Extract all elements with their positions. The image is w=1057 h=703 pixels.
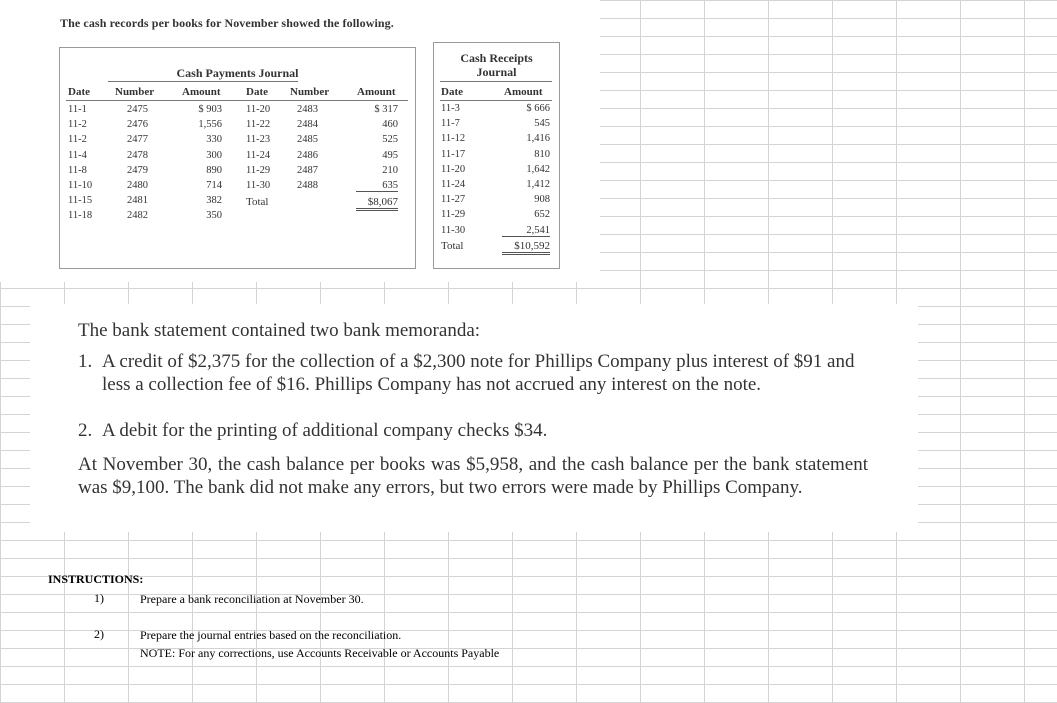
memo-heading: The bank statement contained two bank memoranda: <box>78 320 481 341</box>
payments-row-number: 2476 <box>127 119 148 131</box>
payments-row-amount: 210 <box>382 164 398 176</box>
memo-item-1-number: 1. <box>78 351 93 372</box>
payments-title: Cash Payments Journal <box>176 66 299 80</box>
payments-row-date: 11-10 <box>68 180 93 191</box>
receipts-row-amount: 810 <box>534 148 550 160</box>
payments-row-number: 2486 <box>297 149 318 161</box>
payments-row-amount: 890 <box>206 164 222 176</box>
receipts-row-date: 11-24 <box>441 179 466 190</box>
payments-row-date: 11-23 <box>246 134 271 146</box>
receipts-row-amount: 1,642 <box>526 163 550 175</box>
payments-row-date: 11-8 <box>68 164 87 176</box>
step-1-text[interactable]: Prepare a bank reconciliation at November 30. <box>140 592 364 606</box>
memo-item-2-number: 2. <box>78 420 93 441</box>
receipts-total-label: Total <box>441 240 464 252</box>
memo-item-1-text: A credit of $2,375 for the collection of a $2,300 note for Phillips Company plus interest of $91 and less a collection fee of $16. Phillips Company has not accrued any interest on the note. <box>102 351 855 395</box>
payments-row-amount: 382 <box>206 195 222 207</box>
receipts-row-date: 11-27 <box>441 194 466 206</box>
payments-row-number: 2479 <box>127 164 148 176</box>
payments-header-amount-2: Amount <box>357 86 396 98</box>
memo-item-2 <box>78 419 878 442</box>
receipts-row-date: 11-12 <box>441 133 466 145</box>
receipts-row-date: 11-17 <box>441 148 466 160</box>
payments-row-number: 2488 <box>297 180 318 191</box>
receipts-total: $10,592 <box>502 240 550 255</box>
payments-row-amount: 714 <box>206 180 222 191</box>
receipts-row-date: 11-30 <box>441 224 466 236</box>
payments-header-number-2: Number <box>290 86 330 98</box>
payments-row-number: 2475 <box>127 104 148 115</box>
receipts-row-date: 11-20 <box>441 163 466 175</box>
payments-row-date: 11-15 <box>68 195 93 207</box>
payments-row-date: 11-18 <box>68 210 93 222</box>
cash-payments-journal <box>59 47 416 269</box>
receipts-row-amount: $ 666 <box>526 103 550 114</box>
intro-text: The cash records per books for November showed the following. <box>60 16 394 30</box>
cash-receipts-journal <box>433 42 560 269</box>
journals-image <box>0 0 600 282</box>
payments-header-date-2: Date <box>246 86 268 98</box>
payments-total: $8,067 <box>356 196 398 211</box>
payments-header-date: Date <box>68 86 90 98</box>
payments-row-number: 2483 <box>297 104 318 115</box>
payments-row-date: 11-4 <box>68 149 87 161</box>
payments-row-number: 2482 <box>127 210 148 222</box>
payments-row-number: 2480 <box>127 180 148 191</box>
payments-row-number: 2487 <box>297 164 318 176</box>
payments-row-date: 11-2 <box>68 119 87 131</box>
payments-row-number: 2477 <box>127 134 148 146</box>
payments-row-date: 11-30 <box>246 180 271 191</box>
payments-row-amount: 635 <box>356 180 398 192</box>
receipts-row-amount: 652 <box>534 209 550 221</box>
payments-row-date: 11-2 <box>68 134 87 146</box>
note-text[interactable]: NOTE: For any corrections, use Accounts Receivable or Accounts Payable <box>140 646 500 660</box>
receipts-title-line2: Journal <box>476 65 517 79</box>
payments-row-amount: 300 <box>206 149 222 161</box>
step-2-number[interactable]: 2) <box>94 627 104 641</box>
payments-row-date: 11-22 <box>246 119 271 131</box>
payments-row-amount: 495 <box>382 149 398 161</box>
payments-row-number: 2484 <box>297 119 318 131</box>
receipts-row-amount: 1,412 <box>526 179 550 190</box>
payments-row-amount: 330 <box>206 134 222 146</box>
payments-row-date: 11-24 <box>246 149 271 161</box>
step-2-text[interactable]: Prepare the journal entries based on the reconciliation. <box>140 628 402 642</box>
payments-row-amount: 350 <box>206 210 222 222</box>
payments-row-date: 11-20 <box>246 104 271 115</box>
payments-row-amount: 460 <box>382 119 398 131</box>
payments-row-amount: $ 317 <box>374 104 398 115</box>
payments-header-number: Number <box>115 86 155 98</box>
payments-row-date: 11-1 <box>68 104 87 115</box>
receipts-header-amount: Amount <box>504 86 543 98</box>
memo-item-1 <box>78 350 878 395</box>
payments-row-amount: $ 903 <box>198 104 222 115</box>
payments-row-date: 11-29 <box>246 164 271 176</box>
receipts-header-date: Date <box>441 86 463 98</box>
receipts-row-date: 11-3 <box>441 103 460 114</box>
payments-row-amount: 1,556 <box>198 119 222 131</box>
receipts-title <box>434 51 559 79</box>
receipts-row-amount: 2,541 <box>502 225 550 237</box>
step-1-number[interactable]: 1) <box>94 591 104 605</box>
receipts-row-amount: 1,416 <box>526 133 550 145</box>
memo-paragraph: At November 30, the cash balance per books was $5,958, and the cash balance per the bank statement was $9,100. The bank did not make any errors, but two errors were made by Phillips Company. <box>78 454 868 498</box>
receipts-row-date: 11-7 <box>441 118 460 130</box>
receipts-title-line1: Cash Receipts <box>460 51 533 65</box>
payments-row-number: 2478 <box>127 149 148 161</box>
payments-row-number: 2481 <box>127 195 148 207</box>
payments-total-label: Total <box>246 196 269 208</box>
payments-row-amount: 525 <box>382 134 398 146</box>
payments-header-amount: Amount <box>182 86 221 98</box>
receipts-row-date: 11-29 <box>441 209 466 221</box>
memoranda-image <box>30 304 918 532</box>
receipts-row-amount: 908 <box>534 194 550 206</box>
receipts-row-amount: 545 <box>534 118 550 130</box>
payments-row-number: 2485 <box>297 134 318 146</box>
memo-item-2-text: A debit for the printing of additional company checks $34. <box>102 420 548 441</box>
instructions-heading[interactable]: INSTRUCTIONS: <box>48 572 144 586</box>
